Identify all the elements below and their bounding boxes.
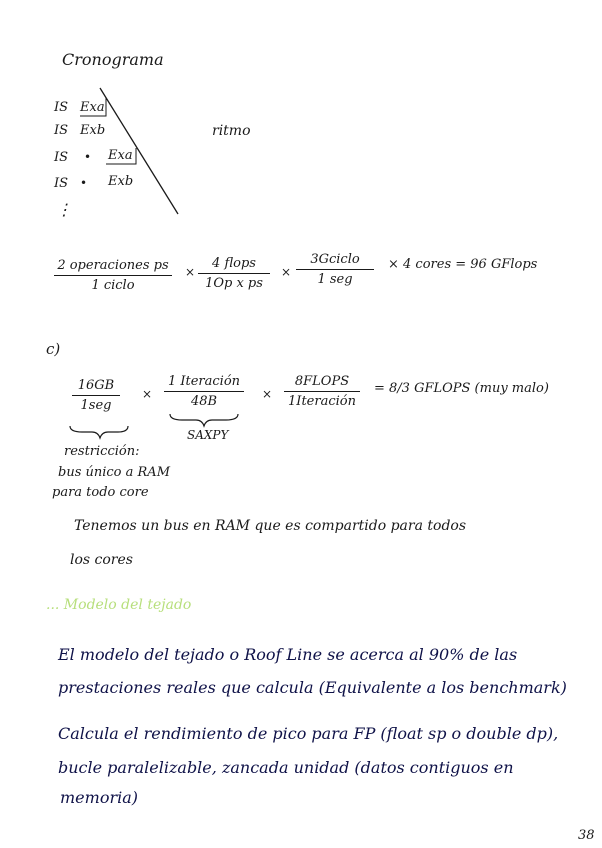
brace-2 [170, 414, 238, 426]
c-f3-num: 8FLOPS [294, 374, 350, 389]
part-c-label: c) [46, 340, 61, 358]
calc1-f1-den: 1 ciclo [91, 278, 135, 293]
row-2-prefix: IS [54, 123, 69, 138]
row-4-dot: • [80, 176, 88, 190]
c-f1-den: 1seg [80, 398, 112, 413]
calc1-f3-den: 1 seg [317, 272, 353, 287]
row-4-label: Exb [108, 174, 134, 189]
row-2-label: Exb [80, 123, 106, 138]
row-3-label: Exa [108, 148, 133, 163]
restriction-line-3: para todo core [52, 485, 149, 500]
paragraph-2-line-2: prestaciones reales que calcula (Equivalente a los benchmark) [58, 678, 567, 697]
c-times-1: × [142, 387, 153, 401]
row-4-prefix: IS [54, 176, 69, 191]
calc1-result: × 4 cores = 96 GFlops [388, 257, 538, 272]
cronograma-ellipsis: ⋮ [56, 200, 72, 219]
paragraph-2-line-1: El modelo del tejado o Roof Line se acerca al 90% de las [58, 645, 518, 664]
paragraph-3-line-3: memoria) [60, 788, 138, 807]
calc1-f2-num: 4 flops [212, 256, 256, 271]
calc1-f3-num: 3Gciclo [310, 252, 360, 267]
c-f2-num: 1 Iteración [167, 374, 241, 389]
row-3-prefix: IS [54, 150, 69, 165]
section-title: ... Modelo del tejado [46, 597, 192, 613]
cronograma-title: Cronograma [62, 50, 164, 69]
restriction-line-2: bus único a RAM [58, 465, 171, 480]
row-1-label: Exa [80, 100, 105, 115]
calc1-f1-num: 2 operaciones ps [57, 258, 169, 273]
paragraph-1-line-2: los cores [70, 552, 133, 568]
c-f3-den: 1Iteración [288, 394, 356, 409]
brace-1 [70, 426, 128, 438]
c-result: = 8/3 GFLOPS (muy malo) [374, 381, 549, 396]
paragraph-3-line-1: Calcula el rendimiento de pico para FP (float sp o double dp), [58, 724, 559, 743]
calc1-times-2: × [281, 265, 292, 279]
restriction-line-1: restricción: [64, 444, 140, 459]
paragraph-3-line-2: bucle paralelizable, zancada unidad (datos contiguos en [58, 758, 514, 777]
calc1-times-1: × [185, 265, 196, 279]
c-times-2: × [262, 387, 273, 401]
saxpy-label: SAXPY [187, 428, 229, 442]
c-f1-num: 16GB [77, 378, 115, 393]
row-1-prefix: IS [54, 100, 69, 115]
ritmo-note: ritmo [212, 123, 251, 139]
c-f2-den: 48B [190, 394, 218, 409]
calc1-f2-den: 1Op x ps [205, 276, 263, 291]
row-3-dot: • [84, 150, 92, 164]
page-number: 38 [578, 828, 595, 843]
paragraph-1-line-1: Tenemos un bus en RAM que es compartido para todos [74, 518, 467, 534]
